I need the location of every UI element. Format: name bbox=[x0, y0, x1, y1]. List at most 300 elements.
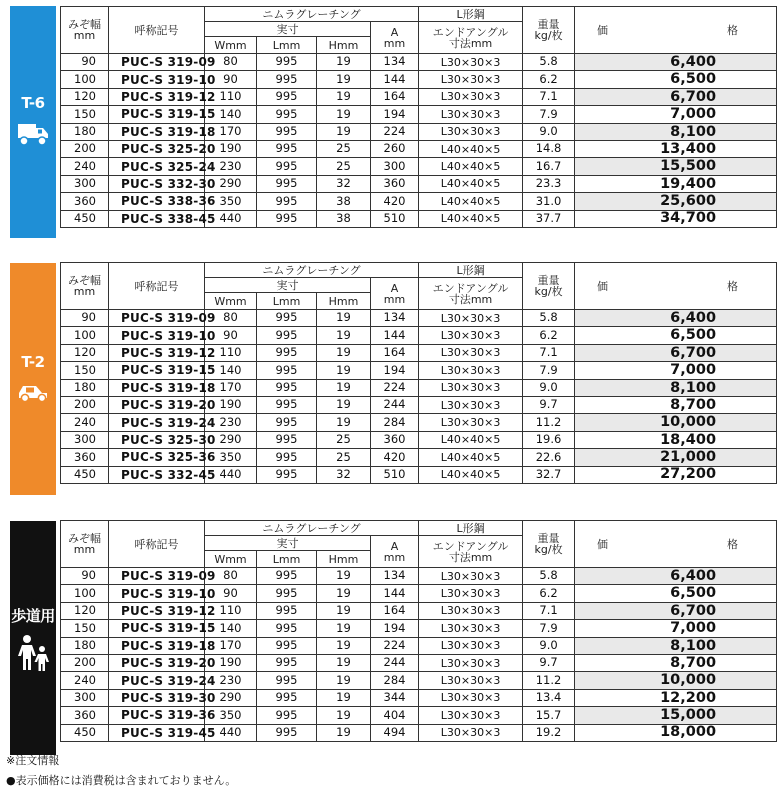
price-cell: 15,000 bbox=[575, 707, 777, 724]
width-cell: 100 bbox=[61, 585, 109, 602]
model-cell: PUC-S 319-15 bbox=[109, 620, 205, 637]
table-row bbox=[61, 707, 777, 724]
h-cell: 25 bbox=[317, 158, 371, 175]
weight-cell: 7.1 bbox=[523, 344, 575, 361]
weight-cell: 11.2 bbox=[523, 414, 575, 431]
a-cell: 134 bbox=[371, 568, 419, 585]
weight-cell: 6.2 bbox=[523, 585, 575, 602]
weight-cell: 37.7 bbox=[523, 210, 575, 227]
price-cell: 8,700 bbox=[575, 396, 777, 413]
table-row bbox=[61, 620, 777, 637]
table-row bbox=[61, 602, 777, 619]
model-cell: PUC-S 319-18 bbox=[109, 379, 205, 396]
angle-cell: L30×30×3 bbox=[419, 327, 523, 344]
model-cell: PUC-S 319-09 bbox=[109, 310, 205, 327]
price-cell: 8,700 bbox=[575, 654, 777, 671]
weight-cell: 32.7 bbox=[523, 466, 575, 483]
header-grating: ニムラグレーチング bbox=[205, 7, 419, 22]
header-price: 価 格 bbox=[575, 263, 777, 310]
h-cell: 19 bbox=[317, 123, 371, 140]
model-cell: PUC-S 338-45 bbox=[109, 210, 205, 227]
l-cell: 995 bbox=[257, 379, 317, 396]
w-cell: 170 bbox=[205, 379, 257, 396]
table-row bbox=[61, 71, 777, 88]
price-cell: 12,200 bbox=[575, 689, 777, 706]
angle-cell: L40×40×5 bbox=[419, 158, 523, 175]
weight-cell: 9.0 bbox=[523, 123, 575, 140]
l-cell: 995 bbox=[257, 707, 317, 724]
truck-icon bbox=[16, 120, 50, 150]
price-cell: 6,400 bbox=[575, 568, 777, 585]
model-cell: PUC-S 319-10 bbox=[109, 327, 205, 344]
price-cell: 7,000 bbox=[575, 106, 777, 123]
width-cell: 240 bbox=[61, 672, 109, 689]
l-cell: 995 bbox=[257, 466, 317, 483]
l-cell: 995 bbox=[257, 431, 317, 448]
header-weight: 重量 kg/枚 bbox=[523, 7, 575, 54]
a-cell: 360 bbox=[371, 431, 419, 448]
a-cell: 244 bbox=[371, 654, 419, 671]
w-cell: 350 bbox=[205, 193, 257, 210]
w-cell: 440 bbox=[205, 466, 257, 483]
h-cell: 19 bbox=[317, 310, 371, 327]
price-cell: 25,600 bbox=[575, 193, 777, 210]
weight-cell: 7.9 bbox=[523, 106, 575, 123]
table-row bbox=[61, 54, 777, 71]
weight-cell: 5.8 bbox=[523, 310, 575, 327]
weight-cell: 13.4 bbox=[523, 689, 575, 706]
weight-cell: 14.8 bbox=[523, 140, 575, 157]
width-cell: 200 bbox=[61, 140, 109, 157]
angle-cell: L30×30×3 bbox=[419, 88, 523, 105]
width-cell: 120 bbox=[61, 344, 109, 361]
table-row bbox=[61, 310, 777, 327]
h-cell: 25 bbox=[317, 431, 371, 448]
model-cell: PUC-S 319-24 bbox=[109, 672, 205, 689]
l-cell: 995 bbox=[257, 193, 317, 210]
l-cell: 995 bbox=[257, 568, 317, 585]
w-cell: 440 bbox=[205, 724, 257, 741]
a-cell: 144 bbox=[371, 327, 419, 344]
price-cell: 7,000 bbox=[575, 362, 777, 379]
l-cell: 995 bbox=[257, 175, 317, 192]
price-cell: 27,200 bbox=[575, 466, 777, 483]
h-cell: 19 bbox=[317, 672, 371, 689]
width-cell: 360 bbox=[61, 707, 109, 724]
width-cell: 240 bbox=[61, 158, 109, 175]
angle-cell: L30×30×3 bbox=[419, 362, 523, 379]
h-cell: 38 bbox=[317, 193, 371, 210]
width-cell: 360 bbox=[61, 449, 109, 466]
angle-cell: L30×30×3 bbox=[419, 585, 523, 602]
a-cell: 164 bbox=[371, 344, 419, 361]
h-cell: 19 bbox=[317, 602, 371, 619]
w-cell: 230 bbox=[205, 158, 257, 175]
l-cell: 995 bbox=[257, 71, 317, 88]
h-cell: 19 bbox=[317, 724, 371, 741]
l-cell: 995 bbox=[257, 106, 317, 123]
width-cell: 180 bbox=[61, 123, 109, 140]
model-cell: PUC-S 319-20 bbox=[109, 654, 205, 671]
table-row bbox=[61, 158, 777, 175]
tax-note: ●表示価格には消費税は含まれておりません。 bbox=[6, 774, 237, 787]
table-row bbox=[61, 140, 777, 157]
model-cell: PUC-S 319-12 bbox=[109, 344, 205, 361]
l-cell: 995 bbox=[257, 310, 317, 327]
pedestrian-icon bbox=[15, 634, 51, 672]
h-cell: 19 bbox=[317, 637, 371, 654]
table-row bbox=[61, 106, 777, 123]
header-w: Wmm bbox=[205, 293, 257, 310]
l-cell: 995 bbox=[257, 344, 317, 361]
price-cell: 18,400 bbox=[575, 431, 777, 448]
w-cell: 140 bbox=[205, 620, 257, 637]
l-cell: 995 bbox=[257, 362, 317, 379]
angle-cell: L30×30×3 bbox=[419, 672, 523, 689]
l-cell: 995 bbox=[257, 672, 317, 689]
angle-cell: L30×30×3 bbox=[419, 344, 523, 361]
l-cell: 995 bbox=[257, 724, 317, 741]
header-model: 呼称記号 bbox=[109, 263, 205, 310]
weight-cell: 5.8 bbox=[523, 568, 575, 585]
price-table-section bbox=[0, 6, 780, 246]
model-cell: PUC-S 319-18 bbox=[109, 637, 205, 654]
a-cell: 284 bbox=[371, 414, 419, 431]
model-cell: PUC-S 319-09 bbox=[109, 54, 205, 71]
a-cell: 194 bbox=[371, 362, 419, 379]
angle-cell: L30×30×3 bbox=[419, 396, 523, 413]
a-cell: 420 bbox=[371, 449, 419, 466]
table-row bbox=[61, 123, 777, 140]
h-cell: 19 bbox=[317, 568, 371, 585]
header-dimension: 実寸 bbox=[205, 278, 371, 293]
header-angle-size: エンドアングル 寸法mm bbox=[419, 22, 523, 54]
angle-cell: L40×40×5 bbox=[419, 466, 523, 483]
table-row bbox=[61, 431, 777, 448]
price-cell: 6,700 bbox=[575, 344, 777, 361]
weight-cell: 9.7 bbox=[523, 654, 575, 671]
table-row bbox=[61, 175, 777, 192]
table-row bbox=[61, 466, 777, 483]
a-cell: 144 bbox=[371, 585, 419, 602]
h-cell: 25 bbox=[317, 449, 371, 466]
l-cell: 995 bbox=[257, 396, 317, 413]
weight-cell: 15.7 bbox=[523, 707, 575, 724]
a-cell: 344 bbox=[371, 689, 419, 706]
price-cell: 6,400 bbox=[575, 310, 777, 327]
table-row bbox=[61, 362, 777, 379]
l-cell: 995 bbox=[257, 654, 317, 671]
width-cell: 180 bbox=[61, 637, 109, 654]
weight-cell: 23.3 bbox=[523, 175, 575, 192]
h-cell: 38 bbox=[317, 210, 371, 227]
table-row bbox=[61, 724, 777, 741]
table-row bbox=[61, 193, 777, 210]
angle-cell: L30×30×3 bbox=[419, 637, 523, 654]
price-table bbox=[60, 262, 777, 484]
table-row bbox=[61, 637, 777, 654]
price-table bbox=[60, 6, 777, 228]
a-cell: 144 bbox=[371, 71, 419, 88]
price-cell: 19,400 bbox=[575, 175, 777, 192]
model-cell: PUC-S 338-36 bbox=[109, 193, 205, 210]
h-cell: 19 bbox=[317, 620, 371, 637]
load-class-label: T-2 bbox=[21, 353, 45, 371]
angle-cell: L30×30×3 bbox=[419, 707, 523, 724]
a-cell: 244 bbox=[371, 396, 419, 413]
l-cell: 995 bbox=[257, 449, 317, 466]
angle-cell: L30×30×3 bbox=[419, 568, 523, 585]
a-cell: 284 bbox=[371, 672, 419, 689]
width-cell: 300 bbox=[61, 431, 109, 448]
model-cell: PUC-S 319-12 bbox=[109, 602, 205, 619]
header-grating: ニムラグレーチング bbox=[205, 263, 419, 278]
header-w: Wmm bbox=[205, 37, 257, 54]
header-angle: L形鋼 bbox=[419, 7, 523, 22]
weight-cell: 5.8 bbox=[523, 54, 575, 71]
w-cell: 190 bbox=[205, 396, 257, 413]
header-w: Wmm bbox=[205, 551, 257, 568]
l-cell: 995 bbox=[257, 210, 317, 227]
w-cell: 90 bbox=[205, 71, 257, 88]
header-angle-size: エンドアングル 寸法mm bbox=[419, 536, 523, 568]
model-cell: PUC-S 325-24 bbox=[109, 158, 205, 175]
angle-cell: L30×30×3 bbox=[419, 71, 523, 88]
h-cell: 19 bbox=[317, 414, 371, 431]
w-cell: 290 bbox=[205, 689, 257, 706]
w-cell: 170 bbox=[205, 637, 257, 654]
angle-cell: L30×30×3 bbox=[419, 106, 523, 123]
width-cell: 300 bbox=[61, 689, 109, 706]
header-a: A mm bbox=[371, 278, 419, 310]
width-cell: 120 bbox=[61, 88, 109, 105]
price-cell: 21,000 bbox=[575, 449, 777, 466]
w-cell: 230 bbox=[205, 414, 257, 431]
header-a: A mm bbox=[371, 536, 419, 568]
l-cell: 995 bbox=[257, 689, 317, 706]
load-class-label: 歩道用 bbox=[11, 606, 55, 625]
model-cell: PUC-S 319-10 bbox=[109, 71, 205, 88]
w-cell: 90 bbox=[205, 585, 257, 602]
model-cell: PUC-S 325-30 bbox=[109, 431, 205, 448]
width-cell: 120 bbox=[61, 602, 109, 619]
weight-cell: 6.2 bbox=[523, 327, 575, 344]
weight-cell: 11.2 bbox=[523, 672, 575, 689]
angle-cell: L30×30×3 bbox=[419, 654, 523, 671]
a-cell: 194 bbox=[371, 106, 419, 123]
price-cell: 18,000 bbox=[575, 724, 777, 741]
model-cell: PUC-S 319-09 bbox=[109, 568, 205, 585]
h-cell: 19 bbox=[317, 396, 371, 413]
width-cell: 450 bbox=[61, 724, 109, 741]
angle-cell: L40×40×5 bbox=[419, 210, 523, 227]
price-table-section bbox=[0, 262, 780, 502]
weight-cell: 19.6 bbox=[523, 431, 575, 448]
header-dimension: 実寸 bbox=[205, 536, 371, 551]
h-cell: 32 bbox=[317, 466, 371, 483]
weight-cell: 7.1 bbox=[523, 602, 575, 619]
model-cell: PUC-S 319-18 bbox=[109, 123, 205, 140]
header-weight: 重量 kg/枚 bbox=[523, 263, 575, 310]
load-class-label-bar bbox=[10, 263, 56, 495]
weight-cell: 9.0 bbox=[523, 379, 575, 396]
w-cell: 140 bbox=[205, 106, 257, 123]
model-cell: PUC-S 319-30 bbox=[109, 689, 205, 706]
price-cell: 7,000 bbox=[575, 620, 777, 637]
width-cell: 200 bbox=[61, 396, 109, 413]
weight-cell: 7.9 bbox=[523, 362, 575, 379]
table-row bbox=[61, 344, 777, 361]
price-cell: 6,500 bbox=[575, 585, 777, 602]
h-cell: 19 bbox=[317, 54, 371, 71]
w-cell: 80 bbox=[205, 568, 257, 585]
a-cell: 164 bbox=[371, 602, 419, 619]
width-cell: 450 bbox=[61, 466, 109, 483]
width-cell: 300 bbox=[61, 175, 109, 192]
header-angle-size: エンドアングル 寸法mm bbox=[419, 278, 523, 310]
table-row bbox=[61, 379, 777, 396]
model-cell: PUC-S 319-15 bbox=[109, 106, 205, 123]
a-cell: 420 bbox=[371, 193, 419, 210]
weight-cell: 31.0 bbox=[523, 193, 575, 210]
w-cell: 440 bbox=[205, 210, 257, 227]
header-width: みぞ幅 mm bbox=[61, 7, 109, 54]
weight-cell: 7.9 bbox=[523, 620, 575, 637]
angle-cell: L30×30×3 bbox=[419, 310, 523, 327]
header-angle: L形鋼 bbox=[419, 263, 523, 278]
angle-cell: L40×40×5 bbox=[419, 175, 523, 192]
header-model: 呼称記号 bbox=[109, 521, 205, 568]
angle-cell: L30×30×3 bbox=[419, 123, 523, 140]
price-cell: 10,000 bbox=[575, 414, 777, 431]
angle-cell: L30×30×3 bbox=[419, 54, 523, 71]
header-grating: ニムラグレーチング bbox=[205, 521, 419, 536]
model-cell: PUC-S 332-45 bbox=[109, 466, 205, 483]
weight-cell: 16.7 bbox=[523, 158, 575, 175]
width-cell: 90 bbox=[61, 568, 109, 585]
w-cell: 290 bbox=[205, 175, 257, 192]
price-cell: 6,500 bbox=[575, 71, 777, 88]
h-cell: 19 bbox=[317, 344, 371, 361]
a-cell: 134 bbox=[371, 310, 419, 327]
l-cell: 995 bbox=[257, 620, 317, 637]
h-cell: 19 bbox=[317, 654, 371, 671]
a-cell: 224 bbox=[371, 379, 419, 396]
header-price: 価 格 bbox=[575, 7, 777, 54]
header-l: Lmm bbox=[257, 37, 317, 54]
a-cell: 194 bbox=[371, 620, 419, 637]
a-cell: 224 bbox=[371, 637, 419, 654]
l-cell: 995 bbox=[257, 158, 317, 175]
header-a: A mm bbox=[371, 22, 419, 54]
table-row bbox=[61, 88, 777, 105]
table-row bbox=[61, 654, 777, 671]
a-cell: 164 bbox=[371, 88, 419, 105]
table-row bbox=[61, 396, 777, 413]
angle-cell: L30×30×3 bbox=[419, 379, 523, 396]
price-cell: 8,100 bbox=[575, 637, 777, 654]
price-cell: 6,400 bbox=[575, 54, 777, 71]
a-cell: 494 bbox=[371, 724, 419, 741]
model-cell: PUC-S 325-20 bbox=[109, 140, 205, 157]
h-cell: 19 bbox=[317, 362, 371, 379]
a-cell: 404 bbox=[371, 707, 419, 724]
width-cell: 100 bbox=[61, 71, 109, 88]
load-class-label-bar bbox=[10, 521, 56, 755]
h-cell: 19 bbox=[317, 106, 371, 123]
angle-cell: L30×30×3 bbox=[419, 414, 523, 431]
header-l: Lmm bbox=[257, 293, 317, 310]
table-row bbox=[61, 327, 777, 344]
weight-cell: 9.7 bbox=[523, 396, 575, 413]
header-model: 呼称記号 bbox=[109, 7, 205, 54]
load-class-label: T-6 bbox=[21, 94, 45, 112]
header-l: Lmm bbox=[257, 551, 317, 568]
a-cell: 260 bbox=[371, 140, 419, 157]
order-notes bbox=[6, 752, 236, 792]
w-cell: 190 bbox=[205, 654, 257, 671]
header-dimension: 実寸 bbox=[205, 22, 371, 37]
table-row bbox=[61, 689, 777, 706]
price-cell: 8,100 bbox=[575, 123, 777, 140]
price-cell: 34,700 bbox=[575, 210, 777, 227]
weight-cell: 6.2 bbox=[523, 71, 575, 88]
table-row bbox=[61, 449, 777, 466]
angle-cell: L30×30×3 bbox=[419, 689, 523, 706]
table-row bbox=[61, 568, 777, 585]
w-cell: 110 bbox=[205, 344, 257, 361]
h-cell: 19 bbox=[317, 327, 371, 344]
angle-cell: L40×40×5 bbox=[419, 193, 523, 210]
model-cell: PUC-S 319-15 bbox=[109, 362, 205, 379]
l-cell: 995 bbox=[257, 585, 317, 602]
width-cell: 180 bbox=[61, 379, 109, 396]
table-row bbox=[61, 414, 777, 431]
w-cell: 140 bbox=[205, 362, 257, 379]
w-cell: 80 bbox=[205, 310, 257, 327]
angle-cell: L30×30×3 bbox=[419, 724, 523, 741]
price-cell: 13,400 bbox=[575, 140, 777, 157]
header-angle: L形鋼 bbox=[419, 521, 523, 536]
price-cell: 8,100 bbox=[575, 379, 777, 396]
notes-title: ※注文情報 bbox=[6, 754, 60, 767]
l-cell: 995 bbox=[257, 414, 317, 431]
w-cell: 110 bbox=[205, 602, 257, 619]
load-class-label-bar bbox=[10, 6, 56, 238]
angle-cell: L30×30×3 bbox=[419, 602, 523, 619]
price-cell: 6,700 bbox=[575, 602, 777, 619]
model-cell: PUC-S 319-36 bbox=[109, 707, 205, 724]
w-cell: 190 bbox=[205, 140, 257, 157]
w-cell: 230 bbox=[205, 672, 257, 689]
price-cell: 10,000 bbox=[575, 672, 777, 689]
width-cell: 200 bbox=[61, 654, 109, 671]
model-cell: PUC-S 319-45 bbox=[109, 724, 205, 741]
angle-cell: L40×40×5 bbox=[419, 140, 523, 157]
a-cell: 224 bbox=[371, 123, 419, 140]
h-cell: 19 bbox=[317, 88, 371, 105]
a-cell: 360 bbox=[371, 175, 419, 192]
model-cell: PUC-S 319-20 bbox=[109, 396, 205, 413]
l-cell: 995 bbox=[257, 123, 317, 140]
h-cell: 25 bbox=[317, 140, 371, 157]
a-cell: 300 bbox=[371, 158, 419, 175]
price-table-section bbox=[0, 520, 780, 760]
width-cell: 90 bbox=[61, 54, 109, 71]
a-cell: 510 bbox=[371, 210, 419, 227]
width-cell: 150 bbox=[61, 362, 109, 379]
model-cell: PUC-S 319-10 bbox=[109, 585, 205, 602]
